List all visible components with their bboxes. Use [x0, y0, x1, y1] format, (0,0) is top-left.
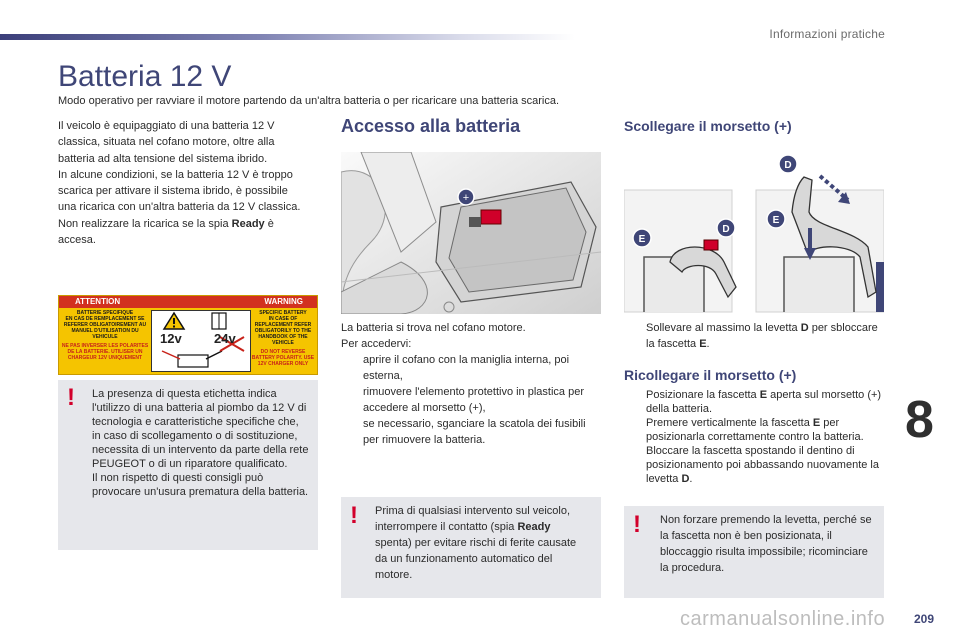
- letter-d: D: [681, 473, 690, 485]
- label-note-p2: Il non rispetto di questi consigli può provocare un'usura prematura della batteria.: [92, 472, 309, 498]
- reconnect-b1-post: aperta sul morsetto (+) della batteria.: [646, 389, 882, 415]
- access-note-text: [375, 503, 590, 583]
- warning-exclamation-icon: !: [67, 384, 75, 411]
- ready-keyword: Ready: [231, 217, 265, 230]
- label-d-2: D: [784, 160, 792, 171]
- access-intro-2: Per accedervi:: [341, 338, 412, 350]
- page-title: Batteria 12 V: [58, 60, 232, 93]
- warning-exclamation-icon: !: [633, 511, 641, 538]
- label-right-body: IN CASE OF REPLACEMENT REFER OBLIGATORILY TO THE HANDBOOK OF THE VEHICLE: [254, 316, 312, 346]
- warning-exclamation-icon: !: [350, 502, 358, 529]
- header-bar: [0, 34, 575, 40]
- access-bullet-3: [341, 416, 603, 448]
- label-header: [59, 296, 317, 308]
- intro-p2: In alcune condizioni, se la batteria 12 V è troppo scarica per attivare il sistema ibrido, è possibile una ricarica con un'altra batteria da 12 V classica.: [58, 168, 301, 214]
- letter-e: E: [759, 389, 768, 401]
- label-left-warn: NE PAS INVERSER LES POLARITES DE LA BATTERIE. UTILISER UN CHARGEUR 12V UNIQUEMENT: [61, 343, 149, 361]
- intro-p3-text: Non realizzare la ricarica se la spia: [58, 217, 232, 230]
- label-right-text: [251, 310, 315, 367]
- access-heading: Accesso alla batteria: [341, 116, 521, 136]
- label-24v: 24v: [214, 331, 236, 346]
- access-text: [341, 320, 603, 448]
- ready-keyword: Ready: [517, 521, 551, 533]
- access-bullet-1-text: aprire il cofano con la maniglia interna, poi esterna,: [363, 354, 570, 382]
- disconnect-b1-mid: per sbloccare la fascetta: [646, 322, 878, 350]
- clamp-diagram: [624, 152, 884, 314]
- intro-p3-end: è accesa.: [58, 217, 274, 247]
- reconnect-b3-post: .: [689, 473, 693, 485]
- reconnect-text: [624, 388, 882, 486]
- engine-bay-photo: [341, 152, 601, 314]
- reconnect-bullet-3: [624, 444, 882, 486]
- page-number: 209: [914, 612, 935, 626]
- access-bullet-3-text: se necessario, sganciare la scatola dei fusibili per rimuovere la batteria.: [363, 418, 586, 446]
- access-bullet-2-text: rimuovere l'elemento protettivo in plastica per accedere al morsetto (+),: [363, 386, 584, 414]
- label-left-title: BATTERIE SPECIFIQUE: [76, 310, 134, 316]
- reconnect-bullet-2: [624, 416, 882, 444]
- letter-e: E: [699, 338, 707, 350]
- reconnect-heading: Ricollegare il morsetto (+): [624, 367, 797, 383]
- label-right-warn: DO NOT REVERSE BATTERY POLARITY. USE 12V CHARGER ONLY: [251, 349, 315, 367]
- label-head-right: WARNING: [264, 297, 303, 306]
- label-left-body: EN CAS DE REMPLACEMENT SE REFERER OBLIGATOIREMENT AU MANUEL D'UTILISATION DU VEHICULE: [63, 316, 147, 340]
- watermark: carmanualsonline.info: [680, 608, 886, 630]
- reconnect-b2-pre: Premere verticalmente la fascetta: [646, 417, 813, 429]
- access-bullet-2: [341, 384, 603, 416]
- clamp-illustration: [624, 152, 884, 314]
- svg-text:+: +: [462, 192, 470, 204]
- reconnect-b2-post: per posizionarla correttamente contro la batteria.: [646, 417, 864, 443]
- intro-p3: [58, 216, 308, 249]
- label-center-panel: [151, 310, 251, 372]
- reconnect-b3-pre: Bloccare la fascetta spostando il dentino di posizionamento poi abbassando nuovamente la levetta: [646, 445, 879, 485]
- label-note-p1: La presenza di questa etichetta indica l'utilizzo di una batteria al piombo da 12 V di tecnologia e caratteristiche specifiche che, in caso di scollegamento o di sostituzione, necessita di un intervento da parte della rete PEUGEOT o di un riparatore qualificato.: [92, 388, 309, 470]
- disconnect-b1-pre: Sollevare al massimo la levetta: [646, 322, 801, 334]
- letter-d: D: [800, 322, 809, 334]
- battery-warning-label: [58, 295, 318, 375]
- letter-e: E: [812, 417, 821, 429]
- intro-p1: Il veicolo è equipaggiato di una batteria 12 V classica, situata nel cofano motore, oltre alla batteria ad alta tensione del sistema ibrido.: [58, 120, 275, 165]
- label-head-left: ATTENTION: [75, 297, 121, 306]
- label-d-1: D: [722, 224, 730, 235]
- reconnect-b1-pre: Posizionare la fascetta: [646, 389, 760, 401]
- access-note-post: spenta) per evitare rischi di ferite causate da un funzionamento automatico del motore.: [375, 537, 577, 581]
- disconnect-heading: Scollegare il morsetto (+): [624, 118, 792, 134]
- label-right-title: SPECIFIC BATTERY: [259, 310, 307, 316]
- disconnect-b1-post: .: [706, 338, 710, 350]
- intro-text: [58, 118, 308, 248]
- reconnect-note-text: Non forzare premendo la levetta, perché se la fascetta non è ben posizionata, il bloccaggio risulta impossibile; ricominciare la procedura.: [660, 514, 872, 574]
- label-left-text: [61, 310, 149, 361]
- label-e-2: E: [772, 215, 780, 226]
- label-e-1: E: [638, 234, 646, 245]
- chapter-number: 8: [905, 391, 934, 449]
- section-label: Informazioni pratiche: [769, 27, 885, 41]
- access-bullet-1: [341, 352, 603, 384]
- disconnect-bullet-1: [624, 320, 882, 352]
- reconnect-bullet-1: [624, 388, 882, 416]
- engine-bay-illustration: [341, 152, 601, 314]
- access-note-pre: Prima di qualsiasi intervento sul veicolo, interrompere il contatto (spia: [375, 505, 571, 533]
- label-note-text: [92, 387, 310, 499]
- label-12v: 12v: [160, 331, 182, 346]
- access-intro-1: La batteria si trova nel cofano motore.: [341, 322, 526, 334]
- disconnect-text: [624, 320, 882, 352]
- page-subtitle: Modo operativo per ravviare il motore partendo da un'altra batteria o per ricaricare una batteria scarica.: [58, 95, 560, 107]
